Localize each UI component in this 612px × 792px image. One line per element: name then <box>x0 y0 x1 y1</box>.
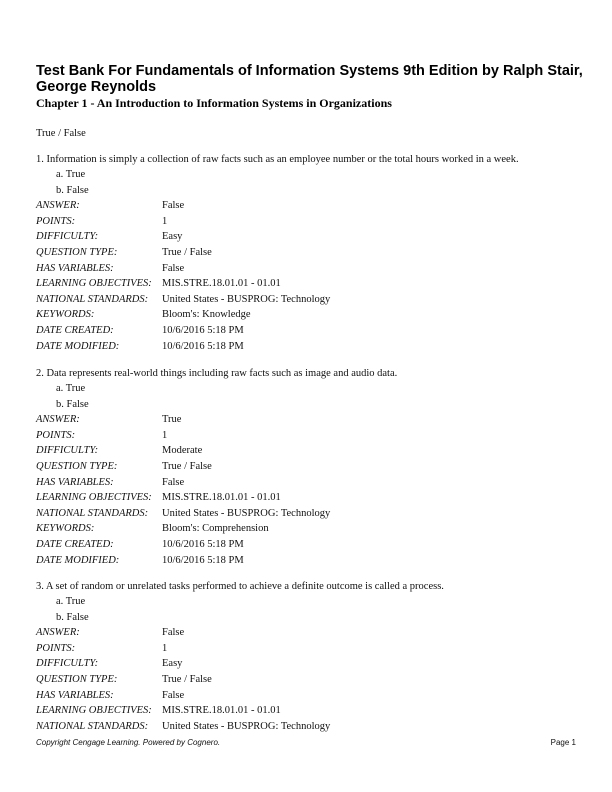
meta-label: LEARNING OBJECTIVES: <box>36 492 152 504</box>
meta-label: NATIONAL STANDARDS: <box>36 507 149 519</box>
meta-row <box>36 508 596 524</box>
meta-value: False <box>162 262 185 274</box>
option-false: b. False <box>56 398 89 410</box>
option-true: a. True <box>56 169 86 180</box>
option-false: b. False <box>56 611 89 623</box>
meta-label: QUESTION TYPE: <box>36 246 118 258</box>
meta-value: Easy <box>162 658 183 670</box>
meta-row <box>36 247 596 263</box>
question-text: 1. Information is simply a collection of raw facts such as an employee number or the total hours worked in a week. <box>36 154 519 165</box>
footer-copyright: Copyright Cengage Learning. Powered by Cognero. <box>36 738 221 747</box>
meta-label: DATE MODIFIED: <box>36 554 120 566</box>
meta-label: ANSWER: <box>36 414 80 426</box>
meta-value: Moderate <box>162 445 203 457</box>
meta-value: United States - BUSPROG: Technology <box>162 720 331 732</box>
meta-label: DATE CREATED: <box>36 538 114 550</box>
meta-label: DATE MODIFIED: <box>36 340 120 352</box>
option-true: a. True <box>56 596 86 607</box>
meta-label: ANSWER: <box>36 627 80 639</box>
meta-label: QUESTION TYPE: <box>36 460 118 472</box>
meta-label: KEYWORDS: <box>36 309 95 321</box>
meta-value: United States - BUSPROG: Technology <box>162 507 331 519</box>
meta-row <box>36 263 596 279</box>
meta-label: POINTS: <box>36 215 76 227</box>
meta-row <box>36 278 596 294</box>
meta-row <box>36 674 596 690</box>
meta-value: 10/6/2016 5:18 PM <box>162 340 244 352</box>
question-text: 2. Data represents real-world things including raw facts such as image and audio data. <box>36 368 398 379</box>
chapter-title: Chapter 1 - An Introduction to Information Systems in Organizations <box>36 96 392 110</box>
meta-value: False <box>162 476 185 488</box>
meta-label: DATE CREATED: <box>36 324 114 336</box>
meta-row <box>36 216 596 232</box>
question-block <box>36 154 596 356</box>
meta-value: False <box>162 689 185 701</box>
meta-row <box>36 325 596 341</box>
meta-label: POINTS: <box>36 642 76 654</box>
meta-value: Easy <box>162 231 183 243</box>
meta-value: 1 <box>162 215 168 227</box>
meta-row <box>36 627 596 643</box>
footer-page-number: Page 1 <box>550 738 576 747</box>
meta-row <box>36 445 596 461</box>
meta-value: 1 <box>162 429 168 441</box>
question-text: 3. A set of random or unrelated tasks performed to achieve a definite outcome is called a process. <box>36 581 444 592</box>
meta-label: KEYWORDS: <box>36 523 95 535</box>
meta-value: Bloom's: Knowledge <box>162 309 251 321</box>
meta-row <box>36 705 596 721</box>
meta-value: True <box>162 414 182 426</box>
meta-label: NATIONAL STANDARDS: <box>36 293 149 305</box>
meta-label: DIFFICULTY: <box>36 658 99 670</box>
meta-row <box>36 414 596 430</box>
meta-row <box>36 721 596 737</box>
question-block <box>36 368 596 570</box>
meta-value: United States - BUSPROG: Technology <box>162 293 331 305</box>
meta-label: HAS VARIABLES: <box>36 262 114 274</box>
option-false: b. False <box>56 184 89 196</box>
meta-row <box>36 430 596 446</box>
meta-value: False <box>162 200 185 212</box>
meta-row <box>36 523 596 539</box>
meta-value: 10/6/2016 5:18 PM <box>162 538 244 550</box>
option-true: a. True <box>56 383 86 394</box>
meta-row <box>36 658 596 674</box>
meta-row <box>36 690 596 706</box>
meta-value: 10/6/2016 5:18 PM <box>162 554 244 566</box>
meta-value: True / False <box>162 460 212 472</box>
meta-row <box>36 231 596 247</box>
meta-label: LEARNING OBJECTIVES: <box>36 278 152 290</box>
meta-label: NATIONAL STANDARDS: <box>36 720 149 732</box>
meta-value: MIS.STRE.18.01.01 - 01.01 <box>162 705 281 717</box>
meta-row <box>36 492 596 508</box>
question-block <box>36 581 596 736</box>
meta-row <box>36 309 596 325</box>
meta-value: MIS.STRE.18.01.01 - 01.01 <box>162 278 281 290</box>
meta-row <box>36 294 596 310</box>
meta-value: True / False <box>162 673 212 685</box>
meta-row <box>36 643 596 659</box>
meta-value: False <box>162 627 185 639</box>
document-title: Test Bank For Fundamentals of Information Systems 9th Edition by Ralph Stair, George Reynolds <box>36 63 583 95</box>
meta-row <box>36 461 596 477</box>
meta-value: 1 <box>162 642 168 654</box>
meta-value: MIS.STRE.18.01.01 - 01.01 <box>162 492 281 504</box>
meta-label: HAS VARIABLES: <box>36 476 114 488</box>
meta-label: DIFFICULTY: <box>36 231 99 243</box>
meta-label: QUESTION TYPE: <box>36 673 118 685</box>
meta-value: Bloom's: Comprehension <box>162 523 269 535</box>
meta-value: True / False <box>162 246 212 258</box>
meta-label: LEARNING OBJECTIVES: <box>36 705 152 717</box>
meta-row <box>36 539 596 555</box>
meta-value: 10/6/2016 5:18 PM <box>162 324 244 336</box>
meta-row <box>36 555 596 571</box>
meta-row <box>36 477 596 493</box>
meta-label: HAS VARIABLES: <box>36 689 114 701</box>
meta-row <box>36 341 596 357</box>
meta-label: DIFFICULTY: <box>36 445 99 457</box>
meta-label: POINTS: <box>36 429 76 441</box>
section-label: True / False <box>36 128 86 139</box>
meta-row <box>36 200 596 216</box>
meta-label: ANSWER: <box>36 200 80 212</box>
